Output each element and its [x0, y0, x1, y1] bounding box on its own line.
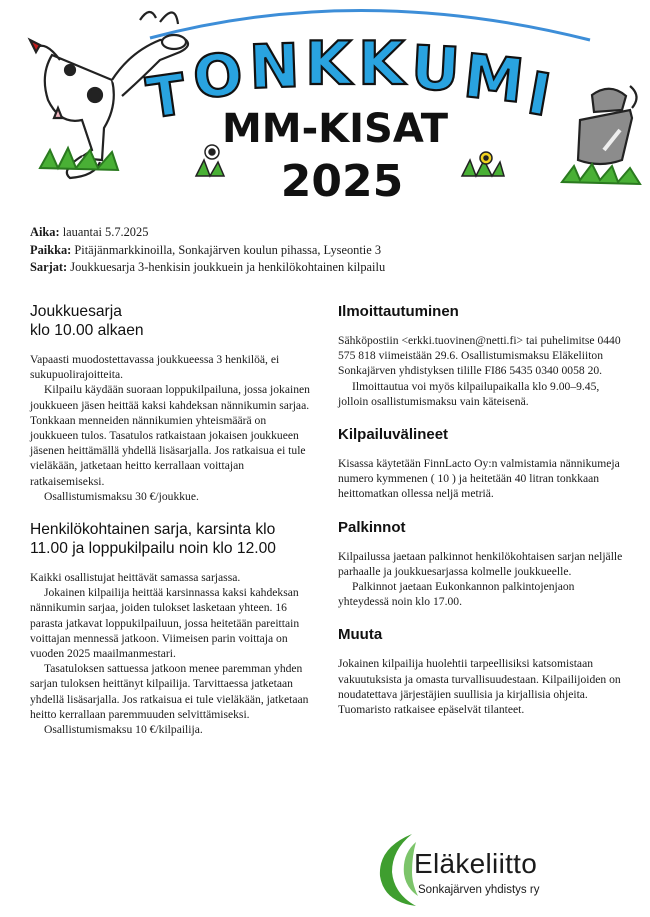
other-text: Jokainen kilpailija huolehtii tarpeellisiksi katsomistaan vakuutuksista ja omasta turvallisuudestaan. Kilpailijoiden on noudatettava järjestäjien suullisia ja kirjallisia ohjeita. Tuomaristo ratkaisee epäselvät tilanteet. — [338, 657, 621, 717]
series-label: Sarjat: — [30, 260, 68, 274]
prizes-text: Kilpailussa jaetaan palkinnot henkilökohtaisen sarjan neljälle parhaalle ja joukkuesarjassa kolmelle joukkueelle. — [338, 549, 623, 578]
individual-series-time: 11.00 ja loppukilpailu noin klo 12.00 — [30, 540, 276, 558]
svg-text:K: K — [358, 29, 405, 99]
team-series-intro: Vapaasti muodostettavassa joukkueessa 3 henkilöä, ei sukupuolirajoitteita. — [30, 353, 280, 382]
prizes-ceremony-text: Palkinnot jaetaan Eukonkannon palkintojenjaon yhteydessä noin klo 17.00. — [338, 580, 575, 609]
registration-text: Sähköpostiin <erkki.tuovinen@netti.fi> tai puhelimitse 0440 575 818 viimeistään 29.6. Osallistumismaksu Eläkeliiton Sonkajärven yhdistyksen tilille FI86 5435 0340 0058 20. — [338, 334, 621, 378]
flower-right-illustration — [462, 152, 504, 176]
place-label: Paikka: — [30, 242, 72, 257]
equipment-heading: Kilpailuvälineet — [338, 426, 449, 444]
individual-series-intro: Kaikki osallistujat heittävät samassa sarjassa. — [30, 571, 241, 585]
header-banner — [0, 0, 650, 215]
prizes-heading: Palkinnot — [338, 518, 406, 536]
header-illustration — [0, 0, 650, 215]
individual-series-tiebreak: Tasatuloksen sattuessa jatkoon menee paremman yhden sarjan tuloksen heittänyt kilpailija. Tarvittaessa jatketaan yhdellä lisäsarjalla. Jos ratkaisua ei tule vieläkään, jatketaan heitto kerrallaan paremmuuden selvittämiseksi. — [30, 662, 309, 721]
flower-left-illustration — [196, 145, 224, 176]
time-label: Aika: — [30, 225, 60, 239]
event-meta — [30, 224, 630, 277]
meta-time — [30, 224, 630, 242]
other-heading: Muuta — [338, 626, 383, 644]
logo-name: Eläkeliitto — [414, 848, 538, 879]
right-column — [338, 302, 628, 717]
team-series-time: klo 10.00 alkaen — [30, 322, 144, 339]
team-series-title: Joukkuesarja — [30, 303, 122, 320]
equipment-text: Kisassa käytetään FinnLacto Oy:n valmistamia nännikumeja numero kymmenen ( 10 ) ja heitetään 40 litran tonkkaan heittomatkan ollessa neljä metriä. — [338, 457, 620, 501]
svg-text:K: K — [305, 29, 352, 99]
milk-can-illustration — [578, 86, 637, 164]
year-title: 2025 — [280, 156, 404, 207]
team-series-fee: Osallistumismaksu 30 €/joukkue. — [44, 489, 199, 503]
left-column — [30, 302, 312, 737]
team-series-heading — [30, 302, 312, 340]
series-value: Joukkuesarja 3-henkisin joukkuein ja henkilökohtainen kilpailu — [67, 260, 386, 274]
individual-series-rules: Jokainen kilpailija heittää karsinnassa kaksi kahdeksan nännikumin sarjaa, joiden tulokset lasketaan yhteen. 16 parasta jatkavat loppukilpailuun, jossa heitetään pareittain voittajan mennessä jatkoon. Viimeisen parin voittaja on vuoden 2025 maailmanmestari. — [30, 586, 300, 661]
svg-text:T: T — [142, 62, 190, 132]
individual-series-heading — [30, 520, 312, 558]
svg-text:N: N — [248, 31, 301, 103]
mm-kisat-title: MM-KISAT — [221, 106, 449, 152]
svg-text:M: M — [460, 41, 528, 118]
logo-subtitle: Sonkajärven yhdistys ry — [418, 884, 540, 896]
meta-place — [30, 242, 630, 260]
svg-text:I: I — [522, 58, 556, 130]
svg-text:U: U — [409, 33, 462, 106]
individual-series-title: Henkilökohtainen sarja, karsinta klo — [30, 521, 276, 539]
team-series-rules: Kilpailu käydään suoraan loppukilpailuna, jossa jokainen joukkueen jäsen heittää kaksi kahdeksan nännikumin sarjaa. Tonkkaan menneiden nännikumien yhteismäärä on joukkueen tulos. Tasatulos ratkaistaan jokaisen joukkueen jäsenen heittämällä yhdellä lisäsarjalla. Jos ratkaisua ei tule vieläkään, jatketaan heitto kerrallaan voittajan ratkaisemiseksi. — [30, 383, 310, 488]
time-value: lauantai 5.7.2025 — [59, 225, 149, 239]
place-value: Pitäjänmarkkinoilla, Sonkajärven koulun pihassa, Lyseontie 3 — [71, 242, 382, 257]
registration-heading: Ilmoittautuminen — [338, 303, 459, 320]
can-grass-illustration — [562, 164, 640, 184]
meta-series — [30, 259, 630, 277]
svg-text:O: O — [190, 39, 246, 112]
individual-series-fee: Osallistumismaksu 10 €/kilpailija. — [44, 723, 203, 737]
registration-onsite-text: Ilmoittautua voi myös kilpailupaikalla klo 9.00–9.45, jolloin osallistumismaksu vain käteisenä. — [338, 379, 600, 408]
